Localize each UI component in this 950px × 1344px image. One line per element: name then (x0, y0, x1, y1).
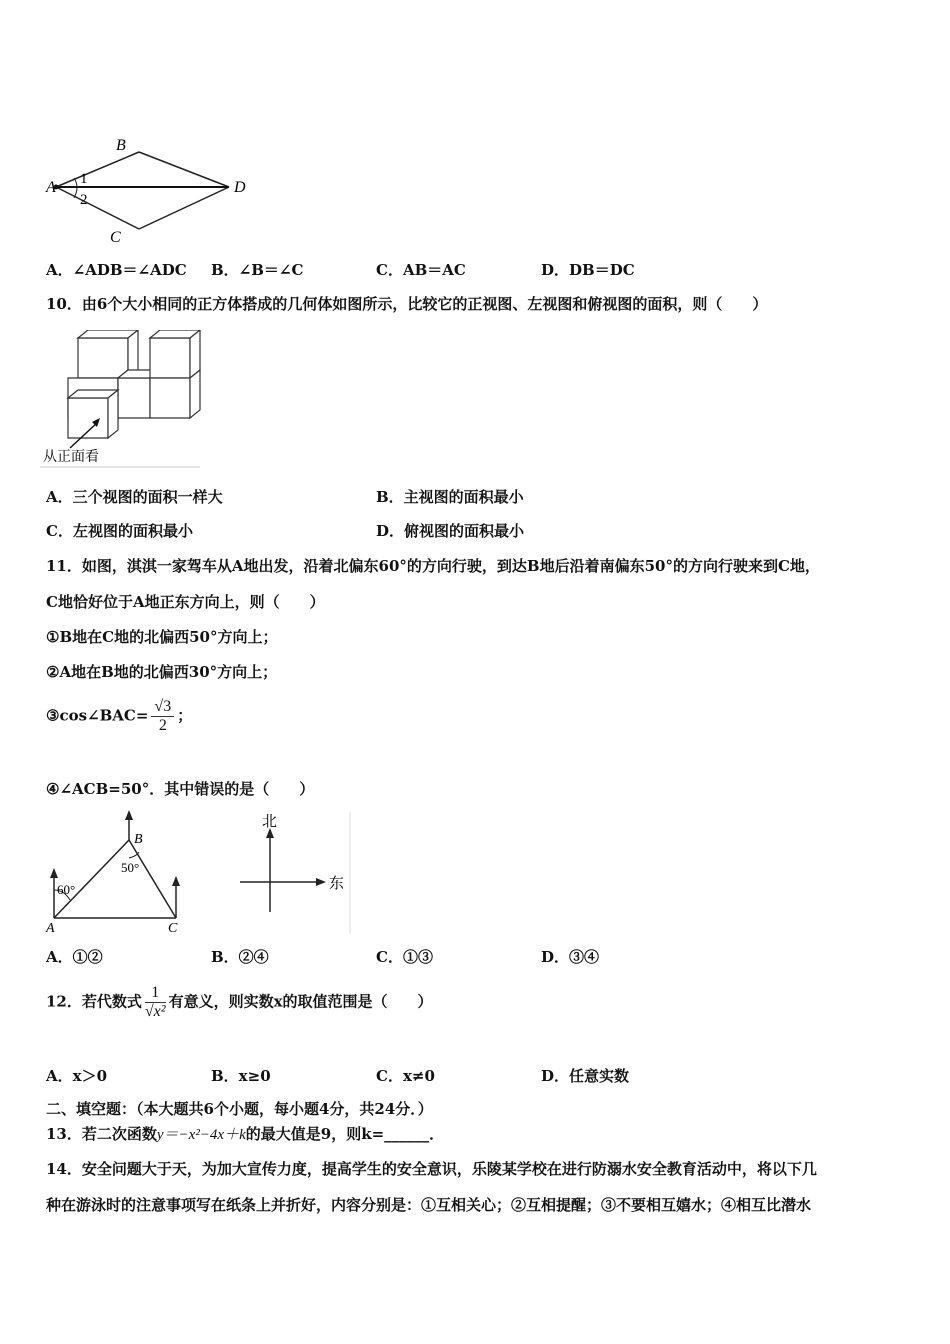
q9-option-a: A．∠ADB＝∠ADC (46, 261, 187, 279)
q11-statement-2: ②A地在B地的北偏西30°方向上； (46, 663, 278, 681)
q14-line1: 14．安全问题大于天，为加大宣传力度，提高学生的安全意识，乐陵某学校在进行防溺水安全教育活动中，将以下几 (46, 1160, 817, 1178)
q13-prefix: 13．若二次函数 (46, 1125, 157, 1143)
q12-option-c: C．x≠0 (376, 1067, 435, 1085)
q11-statement-1: ①B地在C地的北偏西50°方向上； (46, 628, 278, 646)
q13-formula: y＝−x²−4x＋k (156, 1127, 246, 1143)
q11-stem-line2: C地恰好位于A地正东方向上，则（ ） (46, 593, 325, 611)
label-angle2: 2 (80, 192, 88, 208)
q10-option-c: C．左视图的面积最小 (46, 522, 193, 540)
q10-option-d: D．俯视图的面积最小 (376, 522, 525, 540)
one-over-sqrt-x2 (145, 984, 166, 1021)
q12-option-b: B．x≥0 (211, 1067, 271, 1085)
q9-option-c: C．AB＝AC (376, 261, 466, 279)
label-north: 北 (262, 812, 278, 830)
label-east: 东 (329, 874, 345, 892)
label-c: C (168, 921, 178, 935)
frac-denominator: 2 (158, 717, 167, 734)
label-angle50: 50° (121, 860, 140, 875)
q12-stem (46, 984, 433, 1021)
rhombus-figure (44, 130, 264, 245)
q9-option-d: D．DB＝DC (541, 261, 635, 279)
q12-prefix: 12．若代数式 (46, 992, 142, 1011)
q11-option-d: D．③④ (541, 948, 600, 966)
q10-option-b: B．主视图的面积最小 (376, 488, 524, 506)
q10-stem: 10．由6个大小相同的正方体搭成的几何体如图所示，比较它的正视图、左视图和俯视图的面积，则（ ） (46, 295, 768, 313)
label-b: B (116, 137, 126, 154)
q11-stem-line1: 11．如图，淇淇一家驾车从A地出发，沿着北偏东60°的方向行驶，到达B地后沿着南偏东50°的方向行驶来到C地， (46, 557, 820, 575)
q11-option-b: B．②④ (211, 948, 269, 966)
q11-statement-4: ④∠ACB=50°．其中错误的是（ ） (46, 780, 315, 798)
compass-figure (236, 812, 352, 934)
label-angle60: 60° (57, 882, 76, 897)
label-c: C (110, 229, 121, 245)
label-a: A (46, 921, 55, 935)
q9-option-b: B．∠B＝∠C (211, 261, 304, 279)
q11-option-c: C．①③ (376, 948, 433, 966)
frac-numerator: √3 (151, 698, 174, 717)
section-2-heading: 二、填空题：（本大题共6个小题，每小题4分，共24分．） (46, 1100, 433, 1118)
q12-option-a: A．x＞0 (46, 1067, 108, 1085)
sqrt3-over-2 (151, 698, 174, 735)
s3-prefix: ③cos∠BAC= (46, 706, 149, 725)
label-b: B (134, 832, 143, 847)
q13-suffix: 的最大值是9，则k=______． (245, 1125, 445, 1143)
q13-stem (46, 1124, 444, 1145)
triangle-route-figure (44, 810, 184, 935)
q11-option-a: A．①② (46, 948, 103, 966)
s3-suffix: ； (177, 706, 193, 725)
frac-denominator: √x² (144, 1003, 166, 1020)
cubes-figure (40, 330, 205, 468)
label-a: A (46, 179, 56, 196)
label-angle1: 1 (80, 171, 88, 187)
q12-suffix: 有意义，则实数x的取值范围是（ ） (168, 992, 433, 1011)
label-d: D (234, 179, 246, 196)
q12-option-d: D．任意实数 (541, 1067, 630, 1085)
q10-option-a: A．三个视图的面积一样大 (46, 488, 223, 506)
q11-statement-3 (46, 698, 192, 735)
frac-numerator: 1 (145, 984, 166, 1003)
cubes-caption: 从正面看 (43, 449, 99, 465)
q14-line2: 种在游泳时的注意事项写在纸条上并折好，内容分别是：①互相关心；②互相提醒；③不要相互嬉水；④相互比潜水 (46, 1196, 812, 1214)
